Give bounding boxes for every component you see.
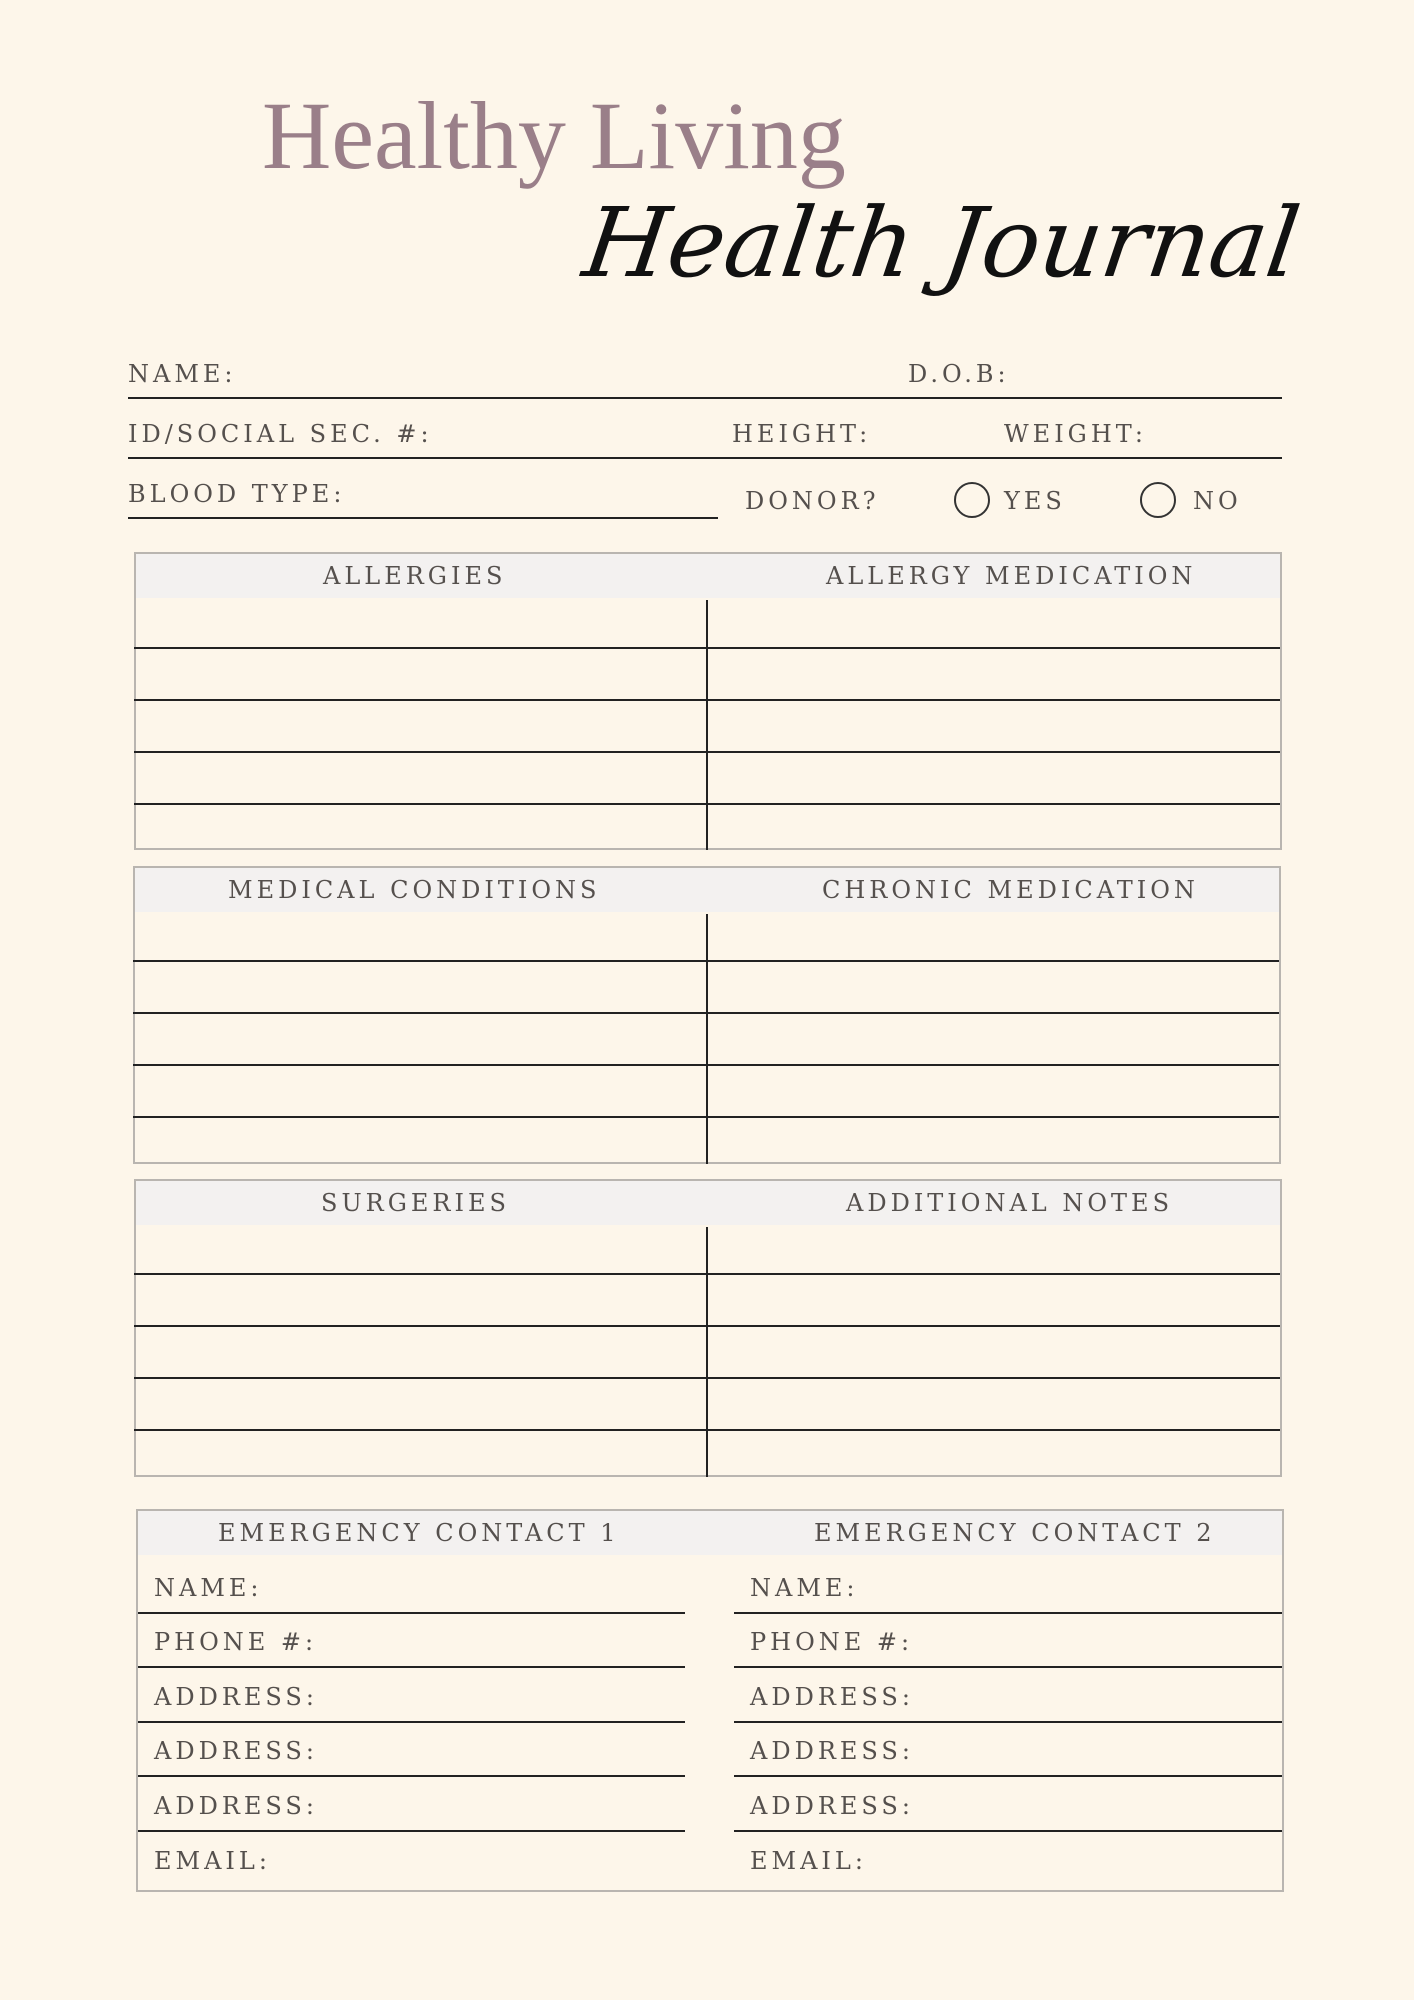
medical-conditions-table-header bbox=[135, 868, 1279, 912]
contact-1-address-line[interactable] bbox=[138, 1830, 685, 1832]
table-row-line[interactable] bbox=[134, 1325, 1280, 1327]
contact-1-address-line[interactable] bbox=[138, 1721, 685, 1723]
table-row-line[interactable] bbox=[134, 1429, 1280, 1431]
allergy-medication-heading: ALLERGY MEDICATION bbox=[826, 562, 1197, 590]
page-title: Healthy Living bbox=[262, 82, 846, 189]
table-row-line[interactable] bbox=[134, 699, 1280, 701]
medical-conditions-table bbox=[133, 866, 1281, 1164]
contact-2-email-label: EMAIL: bbox=[750, 1847, 867, 1875]
contact-1-email-label: EMAIL: bbox=[154, 1847, 271, 1875]
surgeries-table-header bbox=[136, 1181, 1280, 1225]
contact-1-name-line[interactable] bbox=[138, 1612, 685, 1614]
contact-2-address-line[interactable] bbox=[734, 1721, 1282, 1723]
allergies-table-header bbox=[136, 554, 1280, 598]
table-row-line[interactable] bbox=[133, 960, 1279, 962]
name-dob-line[interactable] bbox=[128, 397, 1282, 399]
dob-label: D.O.B: bbox=[908, 360, 1010, 388]
contact-1-address-label: ADDRESS: bbox=[154, 1737, 318, 1765]
contact-2-phone-label: PHONE #: bbox=[750, 1628, 914, 1656]
blood-type-line[interactable] bbox=[128, 517, 718, 519]
donor-label: DONOR? bbox=[745, 487, 880, 515]
emergency-contact-1-heading: EMERGENCY CONTACT 1 bbox=[218, 1519, 620, 1547]
contact-1-name-label: NAME: bbox=[154, 1574, 263, 1602]
contact-2-address-label: ADDRESS: bbox=[750, 1683, 914, 1711]
contact-1-address-line[interactable] bbox=[138, 1775, 685, 1777]
contact-1-phone-label: PHONE #: bbox=[154, 1628, 318, 1656]
emergency-contacts-header bbox=[138, 1511, 1282, 1555]
surgeries-table bbox=[134, 1179, 1282, 1477]
contact-2-name-line[interactable] bbox=[734, 1612, 1282, 1614]
emergency-contact-2-heading: EMERGENCY CONTACT 2 bbox=[814, 1519, 1216, 1547]
blood-type-label: BLOOD TYPE: bbox=[128, 480, 346, 508]
emergency-contacts-box bbox=[136, 1509, 1284, 1892]
height-label: HEIGHT: bbox=[732, 420, 872, 448]
contact-1-address-label: ADDRESS: bbox=[154, 1792, 318, 1820]
medical-conditions-heading: MEDICAL CONDITIONS bbox=[228, 876, 601, 904]
contact-2-address-line[interactable] bbox=[734, 1830, 1282, 1832]
contact-2-name-label: NAME: bbox=[750, 1574, 859, 1602]
name-label: NAME: bbox=[128, 360, 237, 388]
table-row-line[interactable] bbox=[134, 647, 1280, 649]
column-divider bbox=[706, 914, 708, 1164]
contact-2-address-line[interactable] bbox=[734, 1775, 1282, 1777]
contact-1-phone-line[interactable] bbox=[138, 1666, 685, 1668]
table-row-line[interactable] bbox=[134, 803, 1280, 805]
allergies-heading: ALLERGIES bbox=[323, 562, 507, 590]
contact-2-address-label: ADDRESS: bbox=[750, 1737, 914, 1765]
table-row-line[interactable] bbox=[133, 1064, 1279, 1066]
table-row-line[interactable] bbox=[134, 1273, 1280, 1275]
contact-1-address-label: ADDRESS: bbox=[154, 1683, 318, 1711]
id-height-weight-line[interactable] bbox=[128, 457, 1282, 459]
contact-2-address-label: ADDRESS: bbox=[750, 1792, 914, 1820]
donor-no-radio[interactable] bbox=[1140, 482, 1176, 518]
page-subtitle: Health Journal bbox=[577, 187, 1307, 299]
weight-label: WEIGHT: bbox=[1004, 420, 1148, 448]
column-divider bbox=[706, 600, 708, 850]
column-divider bbox=[706, 1227, 708, 1477]
donor-no-label: NO bbox=[1193, 487, 1242, 515]
contact-2-phone-line[interactable] bbox=[734, 1666, 1282, 1668]
additional-notes-heading: ADDITIONAL NOTES bbox=[846, 1189, 1174, 1217]
table-row-line[interactable] bbox=[134, 1377, 1280, 1379]
id-social-label: ID/SOCIAL SEC. #: bbox=[128, 420, 433, 448]
table-row-line[interactable] bbox=[133, 1116, 1279, 1118]
allergies-table bbox=[134, 552, 1282, 850]
table-row-line[interactable] bbox=[133, 1012, 1279, 1014]
table-row-line[interactable] bbox=[134, 751, 1280, 753]
donor-yes-label: YES bbox=[1004, 487, 1066, 515]
surgeries-heading: SURGERIES bbox=[321, 1189, 510, 1217]
donor-yes-radio[interactable] bbox=[954, 482, 990, 518]
chronic-medication-heading: CHRONIC MEDICATION bbox=[822, 876, 1199, 904]
